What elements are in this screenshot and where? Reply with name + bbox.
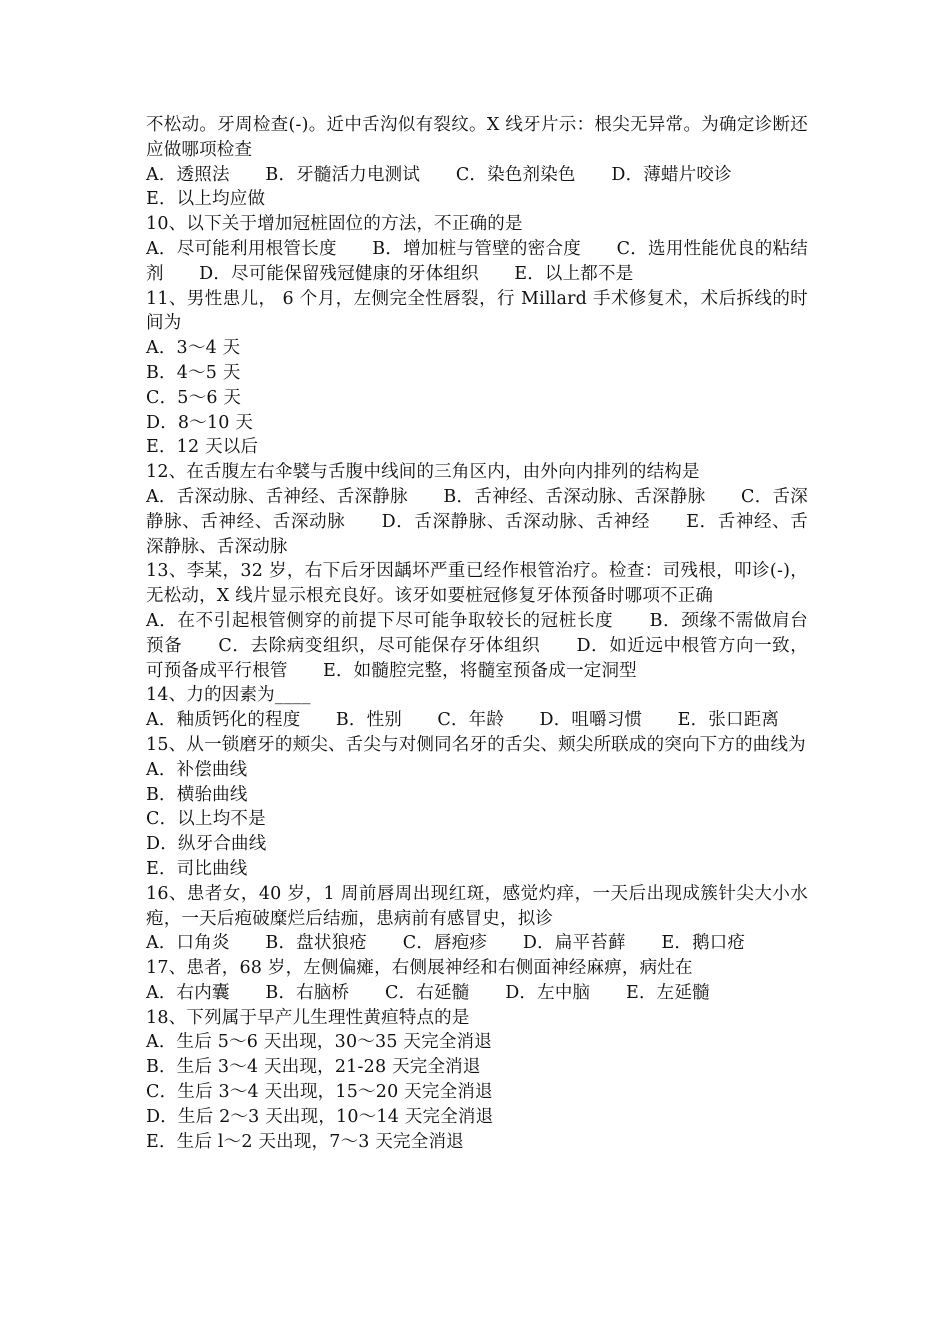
question-17-options-row [146, 981, 808, 1006]
option-9-e: E．以上均应做 [146, 189, 266, 210]
option-15-c: C．以上均不是 [146, 809, 266, 830]
option-17-a: A．右内囊 [146, 982, 230, 1003]
option-11-e: E．12 天以后 [146, 437, 259, 458]
option-17-b: B．右脑桥 [265, 982, 350, 1003]
question-stem-11: 11、男性患儿， 6 个月，左侧完全性唇裂，行 Millard 手术修复术，术后拆线的时间为 [146, 288, 808, 334]
question-stem-15: 15、从一锁磨牙的颊尖、舌尖与对侧同名牙的舌尖、颊尖所联成的突向下方的曲线为 [146, 734, 806, 755]
option-16-b: B．盘状狼疮 [265, 933, 367, 954]
option-16-c: C．唇疱疹 [402, 933, 488, 954]
question-16-options-row [146, 931, 808, 956]
option-15-e: E．司比曲线 [146, 858, 248, 879]
question-stem-9-continued: 不松动。牙周检查(-)。近中舌沟似有裂纹。X 线牙片示：根尖无异常。为确定诊断还应做哪项检查 [146, 115, 808, 160]
question-12-options: A．舌深动脉、舌神经、舌深静脉 B．舌神经、舌深动脉、舌深静脉 C．舌深静脉、舌神经、舌深动脉 D．舌深静脉、舌深动脉、舌神经 E．舌神经、舌深静脉、舌深动脉 [146, 486, 808, 557]
question-stem-18: 18、下列属于早产儿生理性黄疸特点的是 [146, 1007, 470, 1028]
option-11-b: B．4～5 天 [146, 362, 241, 383]
question-stem-12: 12、在舌腹左右伞襞与舌腹中线间的三角区内，由外向内排列的结构是 [146, 462, 700, 483]
option-18-d: D．生后 2～3 天出现，10～14 天完全消退 [146, 1106, 494, 1127]
option-17-d: D．左中脑 [505, 982, 591, 1003]
question-10-options: A．尽可能利用根管长度 B．增加桩与管壁的密合度 C．选用性能优良的粘结剂 D．尽可能保留残冠健康的牙体组织 E．以上都不是 [146, 238, 808, 284]
question-14-options: A．釉质钙化的程度 B．性别 C．年龄 D．咀嚼习惯 E．张口距离 [146, 710, 780, 731]
option-11-c: C．5～6 天 [146, 387, 242, 408]
option-16-e: E．鹅口疮 [661, 933, 746, 954]
option-9-c: C．染色剂染色 [455, 164, 576, 185]
question-stem-16: 16、患者女，40 岁，1 周前唇周出现红斑，感觉灼痒，一天后出现成簇针尖大小水疱，一天后疱破糜烂后结痂，患病前有感冒史，拟诊 [146, 883, 808, 929]
option-15-d: D．纵牙合曲线 [146, 834, 267, 855]
option-16-d: D．扁平苔藓 [522, 933, 626, 954]
option-15-b: B．横骀曲线 [146, 784, 248, 805]
option-18-e: E．生后 l～2 天出现，7～3 天完全消退 [146, 1131, 464, 1152]
option-17-c: C．右延髓 [385, 982, 470, 1003]
option-18-b: B．生后 3～4 天出现，21-28 天完全消退 [146, 1057, 481, 1078]
option-18-c: C．生后 3～4 天出现，15～20 天完全消退 [146, 1082, 493, 1103]
option-15-a: A．补偿曲线 [146, 759, 248, 780]
question-9-options-row [146, 163, 808, 188]
question-stem-13: 13、李某，32 岁，右下后牙因龋坏严重已经作根管治疗。检查：司残根，叩诊(-)，无松动，X 线片显示根充良好。该牙如要桩冠修复牙体预备时哪项不正确 [146, 561, 808, 607]
option-11-d: D．8～10 天 [146, 412, 254, 433]
option-9-a: A．透照法 [146, 164, 230, 185]
option-11-a: A．3～4 天 [146, 338, 241, 359]
question-stem-10: 10、以下关于增加冠桩固位的方法，不正确的是 [146, 214, 523, 235]
question-13-options: A．在不引起根管侧穿的前提下尽可能争取较长的冠桩长度 B．颈缘不需做肩台预备 C．去除病变组织，尽可能保存牙体组织 D．如近远中根管方向一致，可预备成平行根管 E．如髓腔完整，将髓室预备成一定洞型 [146, 610, 808, 681]
question-stem-14: 14、力的因素为____ [146, 685, 311, 706]
document-body [146, 113, 808, 1154]
option-17-e: E．左延髓 [626, 982, 710, 1003]
option-9-b: B．牙髓活力电测试 [265, 164, 421, 185]
option-9-d: D．薄蜡片咬诊 [611, 164, 732, 185]
question-stem-17: 17、患者，68 岁，左侧偏瘫，右侧展神经和右侧面神经麻痹，病灶在 [146, 958, 693, 979]
option-16-a: A．口角炎 [146, 933, 230, 954]
option-18-a: A．生后 5～6 天出现，30～35 天完全消退 [146, 1032, 492, 1053]
